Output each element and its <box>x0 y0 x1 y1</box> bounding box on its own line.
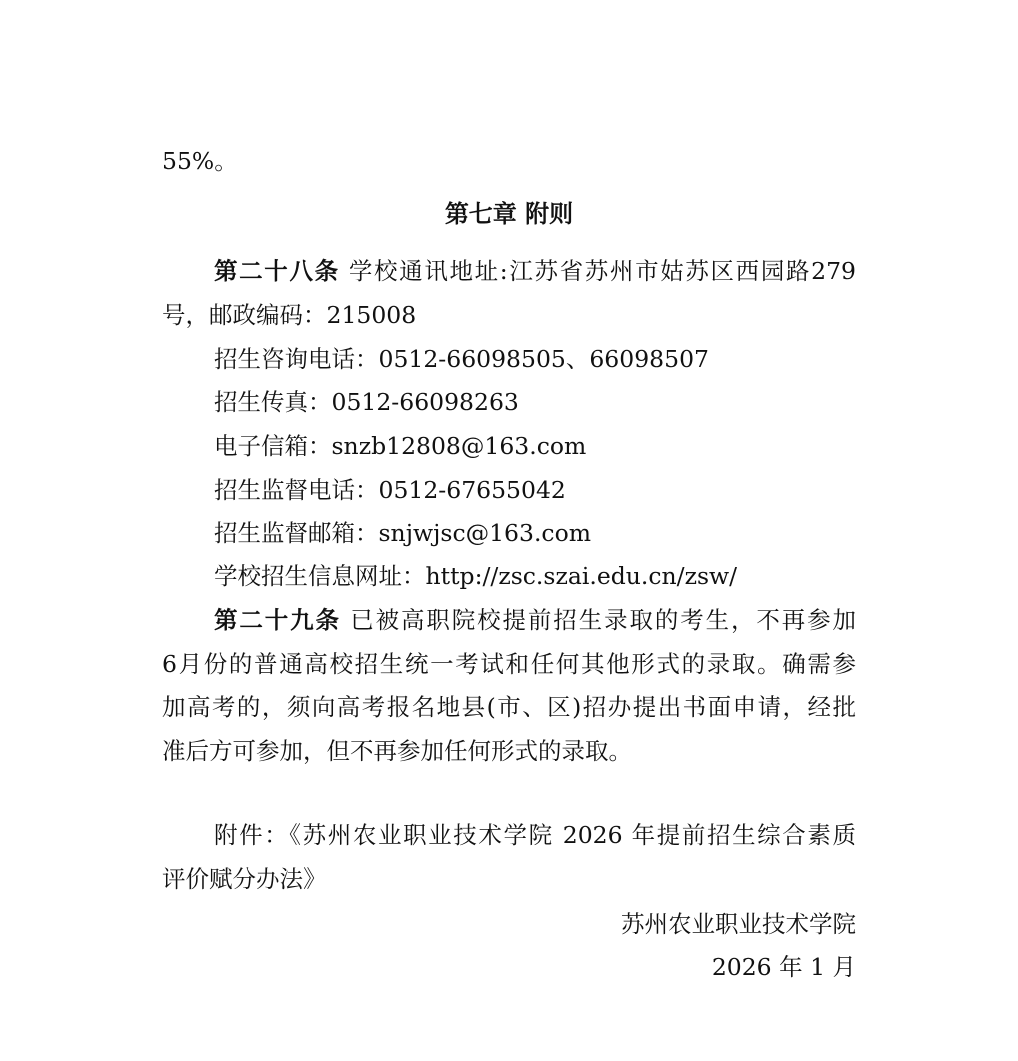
signature-organization: 苏州农业职业技术学院 <box>621 910 856 938</box>
article-29-line-3: 加高考的，须向高考报名地县(市、区)招办提出书面申请，经批 <box>162 693 856 721</box>
chapter-title: 第七章 附则 <box>444 200 574 228</box>
contact-consult-phone: 招生咨询电话：0512-66098505、66098507 <box>214 345 709 373</box>
contact-email: 电子信箱：snzb12808@163.com <box>214 432 587 460</box>
article-28-text-1: 学校通讯地址:江苏省苏州市姑苏区西园路279 <box>348 257 856 285</box>
contact-website: 学校招生信息网址：http://zsc.szai.edu.cn/zsw/ <box>214 562 738 590</box>
article-28-label: 第二十八条 <box>214 257 340 285</box>
signature-date: 2026 年 1 月 <box>711 953 856 981</box>
article-29-text-1: 已被高职院校提前招生录取的考生，不再参加 <box>350 606 856 634</box>
article-28-line-2: 号，邮政编码：215008 <box>162 301 417 329</box>
attachment-line-1: 附件：《苏州农业职业技术学院 2026 年提前招生综合素质 <box>214 821 856 849</box>
continuation-text: 55%。 <box>162 147 238 175</box>
article-29-line-2: 6月份的普通高校招生统一考试和任何其他形式的录取。确需参 <box>162 650 856 678</box>
contact-fax: 招生传真：0512-66098263 <box>214 388 519 416</box>
contact-supervision-phone: 招生监督电话：0512-67655042 <box>214 476 566 504</box>
article-29-line-4: 准后方可参加，但不再参加任何形式的录取。 <box>162 737 632 765</box>
contact-supervision-email: 招生监督邮箱：snjwjsc@163.com <box>214 519 592 547</box>
article-29-label: 第二十九条 <box>214 606 341 634</box>
article-28-line-1 <box>214 253 856 289</box>
article-29-line-1 <box>214 602 856 638</box>
attachment-line-2: 评价赋分办法》 <box>162 865 327 893</box>
